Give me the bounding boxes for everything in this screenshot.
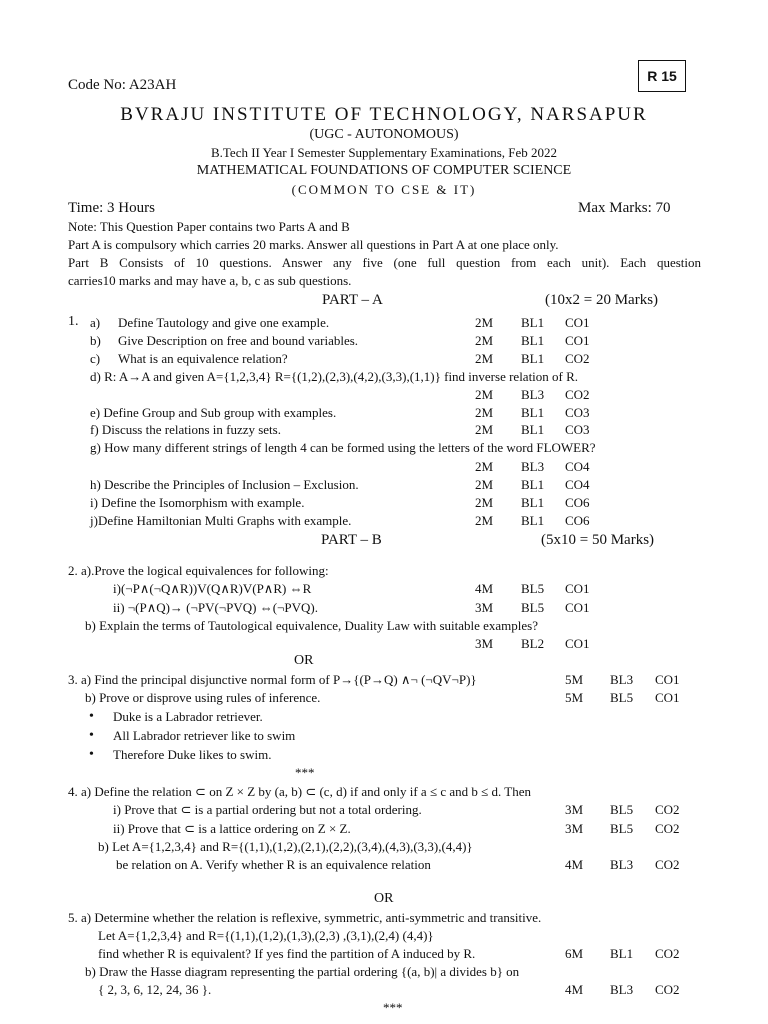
q4a-i-co: CO2 [655, 802, 680, 817]
q1d-text: d) R: A→A and given A={1,2,3,4} R={(1,2),(2,3),(4,2),(3,3),(1,1)} find inverse relation of R. [90, 369, 579, 384]
max-marks: Max Marks: 70 [578, 200, 671, 216]
q1e-text: e) Define Group and Sub group with examples. [90, 405, 337, 420]
part-a-title: PART – A [322, 292, 383, 308]
q1j-marks: 2M [475, 513, 494, 528]
q1b-bl: BL1 [521, 333, 545, 348]
q2a-text: 2. a).Prove the logical equivalences for following: [68, 563, 329, 578]
q1c-marks: 2M [475, 351, 494, 366]
or-separator-2: OR [374, 891, 394, 906]
q4a-ii-co: CO2 [655, 821, 680, 836]
note-line-3: Part B Consists of 10 questions. Answer any five (one full question from each unit). Each question [68, 255, 701, 270]
common-label: (COMMON TO CSE & IT) [291, 182, 477, 197]
q1d-co: CO2 [565, 387, 590, 402]
q1j-bl: BL1 [521, 513, 545, 528]
q1a-label: a) [90, 315, 101, 330]
q1c-text: What is an equivalence relation? [118, 351, 288, 366]
institute-name: BVRAJU INSTITUTE OF TECHNOLOGY, NARSAPUR [120, 104, 648, 125]
part-a-marks: (10x2 = 20 Marks) [545, 292, 659, 308]
q5a-co: CO2 [655, 946, 680, 961]
q2a-i-co: CO1 [565, 581, 590, 596]
q5a-text-3: find whether R is equivalent? If yes find the partition of A induced by R. [98, 946, 476, 961]
q4a-i-marks: 3M [565, 802, 584, 817]
q1c-bl: BL1 [521, 351, 545, 366]
q1j-text: j)Define Hamiltonian Multi Graphs with example. [90, 513, 352, 528]
q1a-co: CO1 [565, 315, 590, 330]
q1d-bl: BL3 [521, 387, 545, 402]
q3a-bl: BL3 [610, 672, 634, 687]
stars-separator-2: *** [383, 1000, 403, 1015]
q1g-marks: 2M [475, 459, 494, 474]
q1f-co: CO3 [565, 422, 590, 437]
bullet-item-2: • All Labrador retriever like to swim [113, 728, 295, 744]
q5b-text-1: b) Draw the Hasse diagram representing the partial ordering {(a, b)| a divides b} on [85, 964, 520, 979]
q5a-marks: 6M [565, 946, 584, 961]
q1h-marks: 2M [475, 477, 494, 492]
q2a-i-bl: BL5 [521, 581, 545, 596]
q4b-text-2: be relation on A. Verify whether R is an equivalence relation [116, 857, 431, 872]
question-number-1: 1. [68, 314, 79, 329]
q2b-co: CO1 [565, 636, 590, 651]
q1g-co: CO4 [565, 459, 590, 474]
q5b-co: CO2 [655, 982, 680, 997]
q1g-bl: BL3 [521, 459, 545, 474]
q1i-marks: 2M [475, 495, 494, 510]
q1j-co: CO6 [565, 513, 590, 528]
q1f-text: f) Discuss the relations in fuzzy sets. [90, 422, 281, 437]
q1g-text: g) How many different strings of length 4 can be formed using the letters of the word FLOWER? [90, 440, 596, 455]
note-line-4: carries10 marks and may have a, b, c as sub questions. [68, 273, 352, 288]
q4b-text-1: b) Let A={1,2,3,4} and R={(1,1),(1,2),(2,1),(2,2),(3,4),(4,3),(3,3),(4,4)} [98, 839, 473, 854]
code-number: Code No: A23AH [68, 77, 177, 93]
bullet-item-1: • Duke is a Labrador retriever. [113, 709, 263, 725]
q1f-bl: BL1 [521, 422, 545, 437]
q1f-marks: 2M [475, 422, 494, 437]
time-label: Time: 3 Hours [68, 200, 155, 216]
q1a-marks: 2M [475, 315, 494, 330]
q2a-i-marks: 4M [475, 581, 494, 596]
bullet-item-3: • Therefore Duke likes to swim. [113, 747, 271, 763]
q1b-text: Give Description on free and bound variables. [118, 333, 359, 348]
q1c-co: CO2 [565, 351, 590, 366]
q1b-co: CO1 [565, 333, 590, 348]
q4b-marks: 4M [565, 857, 584, 872]
stars-separator-1: *** [295, 765, 315, 780]
q2a-ii-text: ii) ¬(P∧Q)→ (¬PV(¬PVQ) ⇔(¬PVQ). [113, 600, 318, 615]
q4b-bl: BL3 [610, 857, 634, 872]
q2b-marks: 3M [475, 636, 494, 651]
q4a-i-text: i) Prove that ⊂ is a partial ordering but not a total ordering. [113, 802, 422, 817]
q2a-i-text: i)(¬P∧(¬Q∧R))V(Q∧R)V(P∧R) ⇔R [113, 581, 312, 596]
q4a-ii-marks: 3M [565, 821, 584, 836]
q2a-ii-marks: 3M [475, 600, 494, 615]
q1c-label: c) [90, 351, 101, 366]
part-b-title: PART – B [321, 532, 382, 548]
q4a-i-bl: BL5 [610, 802, 634, 817]
q3a-co: CO1 [655, 672, 680, 687]
q2b-text: b) Explain the terms of Tautological equivalence, Duality Law with suitable examples? [85, 618, 538, 633]
q1b-marks: 2M [475, 333, 494, 348]
q1e-co: CO3 [565, 405, 590, 420]
q5a-text-2: Let A={1,2,3,4} and R={(1,1),(1,2),(1,3),(2,3) ,(3,1),(2,4) (4,4)} [98, 928, 434, 943]
q1a-text: Define Tautology and give one example. [118, 315, 330, 330]
q1b-label: b) [90, 333, 101, 348]
q4a-ii-bl: BL5 [610, 821, 634, 836]
q2b-bl: BL2 [521, 636, 545, 651]
q2a-ii-bl: BL5 [521, 600, 545, 615]
q5a-text-1: 5. a) Determine whether the relation is reflexive, symmetric, anti-symmetric and transitive. [68, 910, 542, 925]
q2a-ii-co: CO1 [565, 600, 590, 615]
part-b-marks: (5x10 = 50 Marks) [541, 532, 655, 548]
q1a-bl: BL1 [521, 315, 545, 330]
q1d-marks: 2M [475, 387, 494, 402]
q1e-bl: BL1 [521, 405, 545, 420]
q1i-co: CO6 [565, 495, 590, 510]
q1h-text: h) Describe the Principles of Inclusion – Exclusion. [90, 477, 359, 492]
q5a-bl: BL1 [610, 946, 634, 961]
q3b-bl: BL5 [610, 690, 634, 705]
q4b-co: CO2 [655, 857, 680, 872]
q1i-text: i) Define the Isomorphism with example. [90, 495, 305, 510]
q4a-text: 4. a) Define the relation ⊂ on Z × Z by (a, b) ⊂ (c, d) if and only if a ≤ c and b ≤ d. Then [68, 784, 531, 799]
q3a-text: 3. a) Find the principal disjunctive normal form of P→{(P→Q) ∧¬ (¬QV¬P)} [68, 672, 477, 687]
q5b-bl: BL3 [610, 982, 634, 997]
exam-title: B.Tech II Year I Semester Supplementary Examinations, Feb 2022 [210, 145, 558, 160]
or-separator-1: OR [294, 653, 314, 668]
q3b-co: CO1 [655, 690, 680, 705]
q1h-bl: BL1 [521, 477, 545, 492]
q5b-text-2: { 2, 3, 6, 12, 24, 36 }. [98, 982, 212, 997]
q3b-text: b) Prove or disprove using rules of inference. [85, 690, 321, 705]
q4a-ii-text: ii) Prove that ⊂ is a lattice ordering on Z × Z. [113, 821, 351, 836]
regulation-box: R 15 [638, 60, 686, 92]
q3a-marks: 5M [565, 672, 584, 687]
q1e-marks: 2M [475, 405, 494, 420]
q3b-marks: 5M [565, 690, 584, 705]
q1i-bl: BL1 [521, 495, 545, 510]
note-line-1: Note: This Question Paper contains two Parts A and B [68, 219, 350, 234]
autonomous-label: (UGC - AUTONOMOUS) [309, 127, 459, 142]
q1h-co: CO4 [565, 477, 590, 492]
note-line-2: Part A is compulsory which carries 20 marks. Answer all questions in Part A at one place only. [68, 237, 559, 252]
subject-title: MATHEMATICAL FOUNDATIONS OF COMPUTER SCIENCE [196, 163, 572, 178]
q5b-marks: 4M [565, 982, 584, 997]
